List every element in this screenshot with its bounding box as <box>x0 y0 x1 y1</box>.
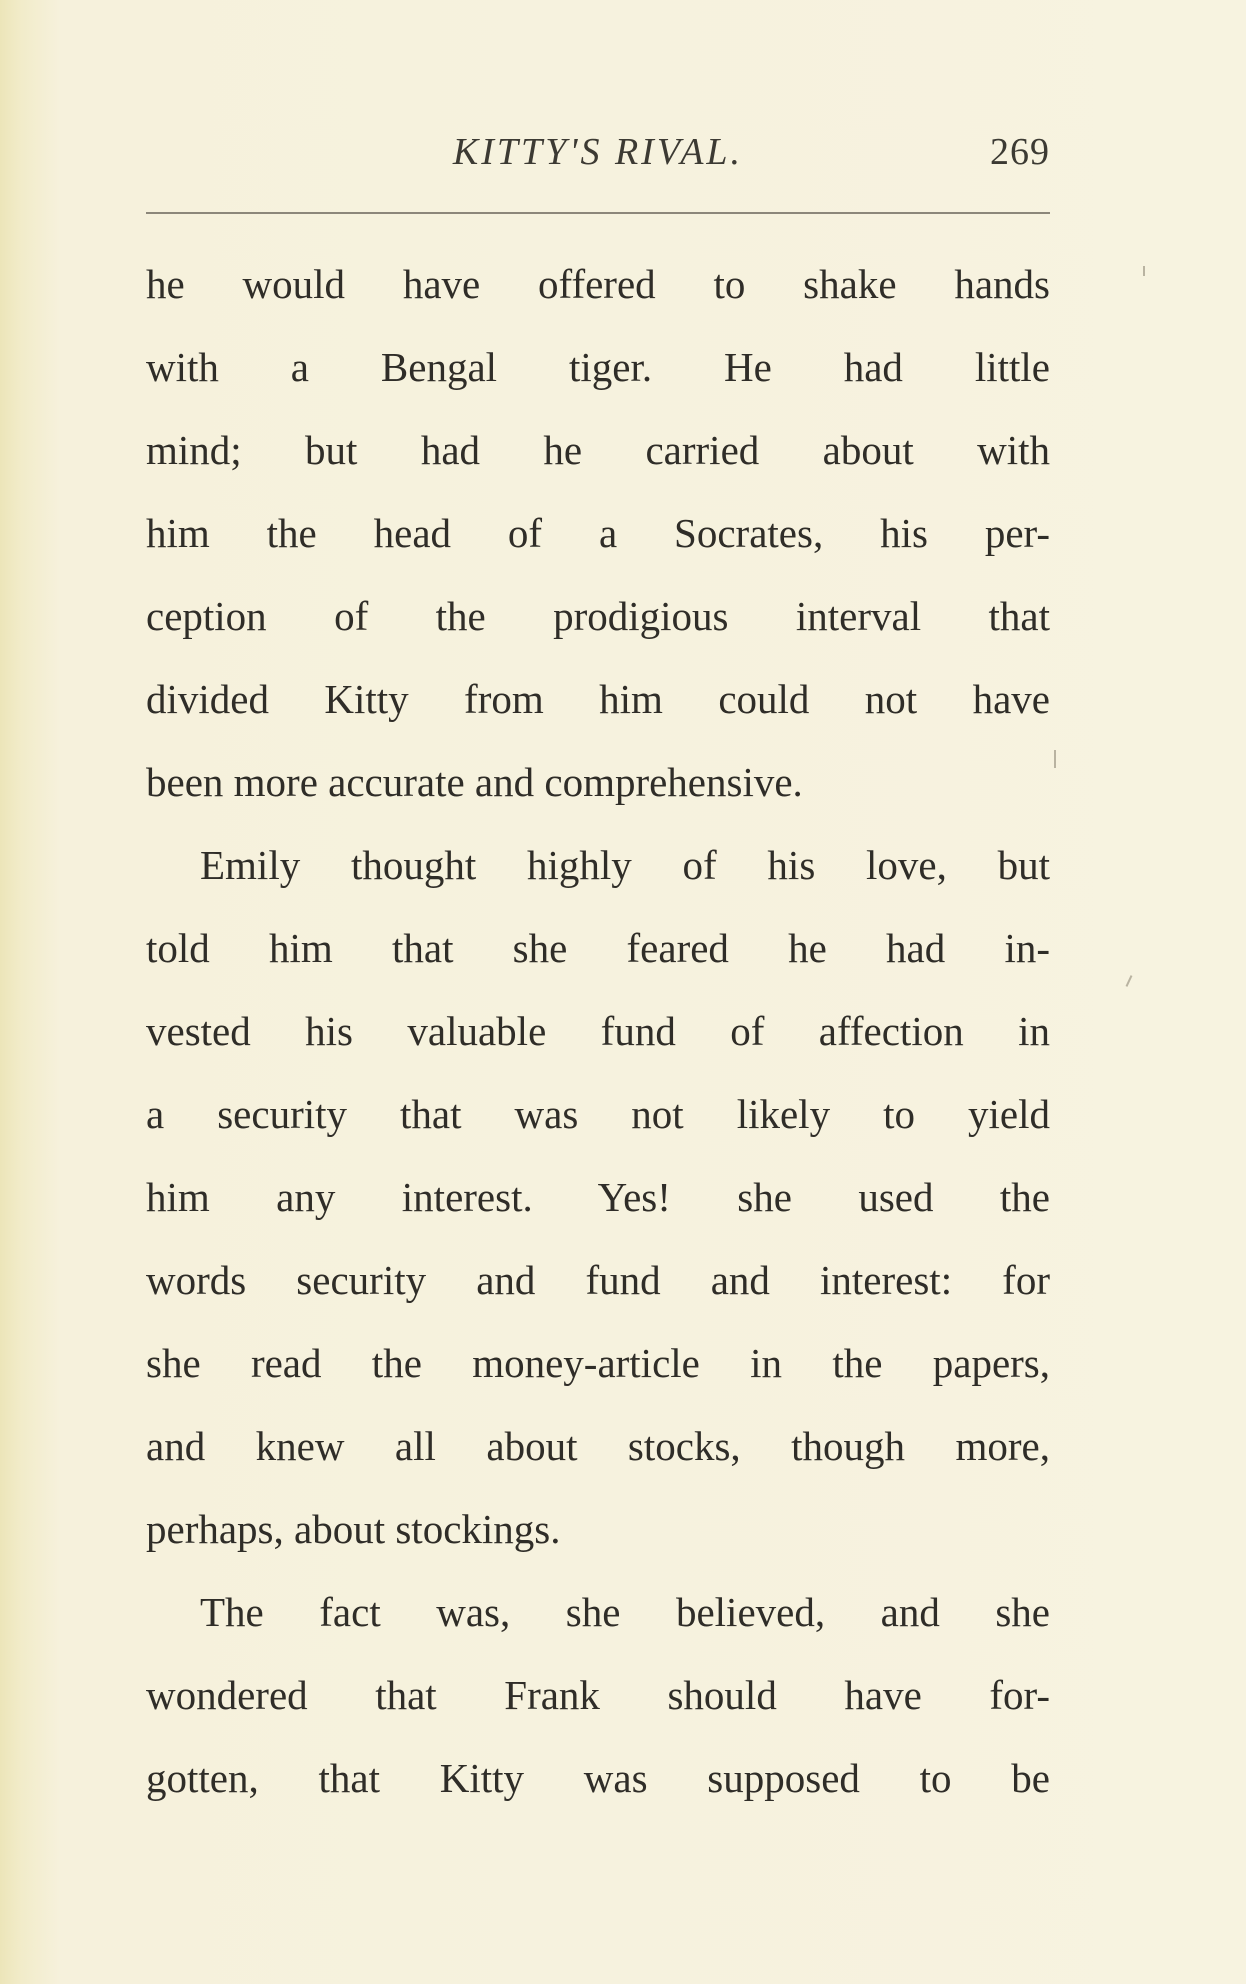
paper-speck <box>1054 750 1056 768</box>
text-line: mind; but had he carried about with <box>146 427 1050 473</box>
text-line: told him that she feared he had in- <box>146 925 1050 971</box>
page-number: 269 <box>990 131 1050 173</box>
text-line: vested his valuable fund of affection in <box>146 1008 1050 1054</box>
text-line: been more accurate and comprehensive. <box>146 759 803 805</box>
text-line: and knew all about stocks, though more, <box>146 1423 1050 1469</box>
text-line: ception of the prodigious interval that <box>146 593 1050 639</box>
text-line: he would have offered to shake hands <box>146 261 1050 307</box>
text-line: perhaps, about stockings. <box>146 1506 561 1552</box>
text-line: him the head of a Socrates, his per- <box>146 510 1050 556</box>
text-line: wondered that Frank should have for- <box>146 1672 1050 1718</box>
text-line: words security and fund and interest: for <box>146 1257 1050 1303</box>
paragraph-start-line: Emily thought highly of his love, but <box>200 842 1050 888</box>
paper-speck <box>1126 975 1133 987</box>
text-line: divided Kitty from him could not have <box>146 676 1050 722</box>
text-line: with a Bengal tiger. He had little <box>146 344 1050 390</box>
page-header <box>146 130 1050 190</box>
text-line: a security that was not likely to yield <box>146 1091 1050 1137</box>
text-line: she read the money-article in the papers, <box>146 1340 1050 1386</box>
text-line: him any interest. Yes! she used the <box>146 1174 1050 1220</box>
paragraph-start-line: The fact was, she believed, and she <box>200 1589 1050 1635</box>
running-title: KITTY'S RIVAL. <box>452 131 744 173</box>
text-line: gotten, that Kitty was supposed to be <box>146 1755 1050 1801</box>
paper-speck <box>1143 266 1145 276</box>
body-text <box>146 243 1050 1820</box>
header-rule <box>146 212 1050 214</box>
